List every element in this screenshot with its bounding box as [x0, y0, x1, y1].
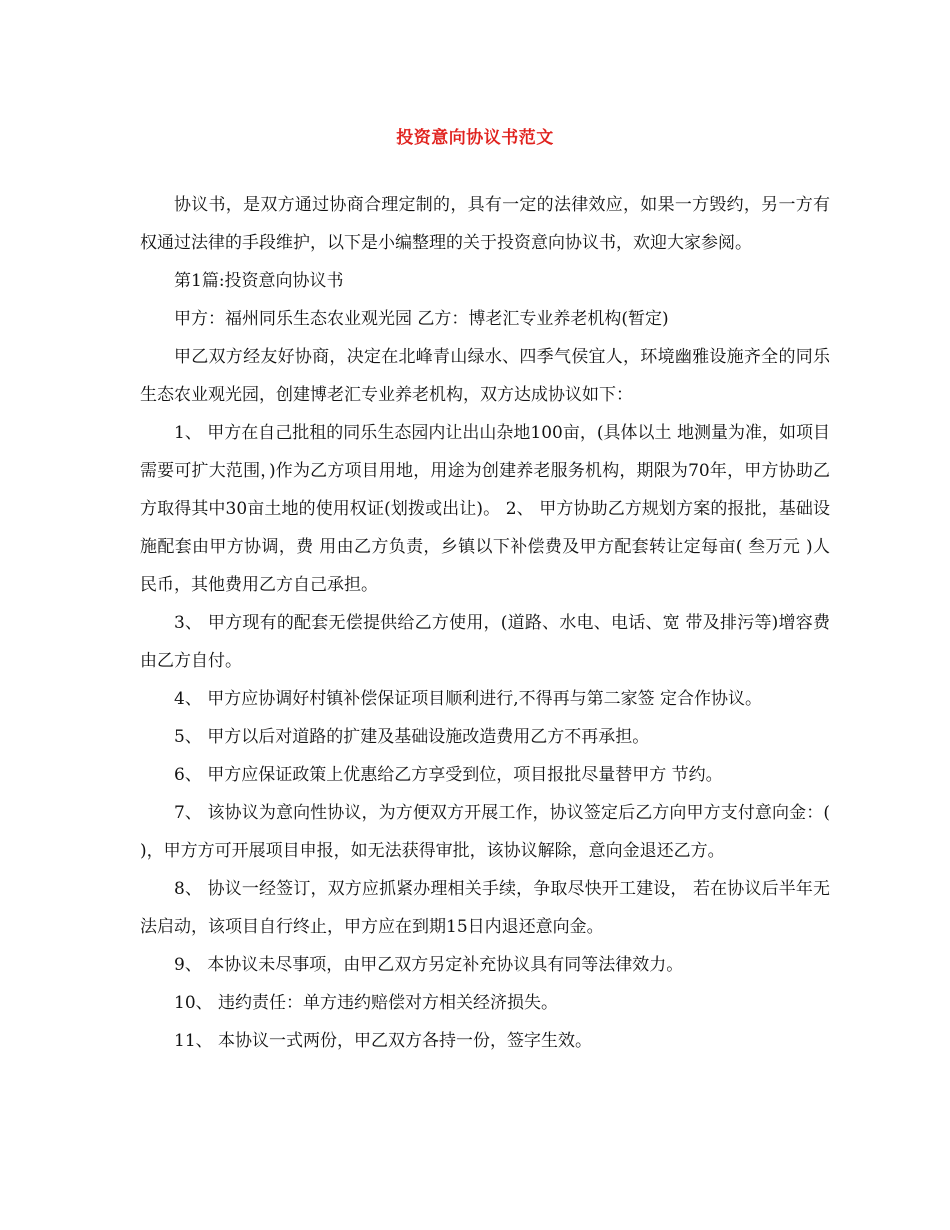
clause-3: 3、 甲方现有的配套无偿提供给乙方使用，(道路、水电、电话、宽 带及排污等)增容费由乙方自付。 [140, 613, 830, 671]
document-title: 投资意向协议书范文 [396, 128, 554, 148]
clause-7: 7、 该协议为意向性协议，为方便双方开展工作，协议签定后乙方向甲方支付意向金：( )，甲方方可开展项目申报，如无法获得审批，该协议解除，意向金退还乙方。 [140, 803, 830, 861]
parties-line: 甲方：福州同乐生态农业观光园 乙方：博老汇专业养老机构(暂定) [174, 309, 669, 329]
clause-11: 11、 本协议一式两份，甲乙双方各持一份，签字生效。 [174, 1031, 593, 1051]
clause-4: 4、 甲方应协调好村镇补偿保证项目顺利进行,不得再与第二家签 定合作协议。 [174, 689, 763, 709]
clause-9: 9、 本协议未尽事项，由甲乙双方另定补充协议具有同等法律效力。 [174, 955, 684, 975]
document-body [140, 186, 830, 1060]
clause-1-2: 1、 甲方在自己批租的同乐生态园内让出山杂地100亩，(具体以土 地测量为准，如项目需要可扩大范围，)作为乙方项目用地，用途为创建养老服务机构，期限为70年，甲方协助乙方取得其中30亩土地的使用权证(划拨或出让)。 2、 甲方协助乙方规划方案的报批，基础设施配套由甲方协调，费 用由乙方负责，乡镇以下补偿费及甲方配套转让定每亩( 叁万元 )人民币，其他费用乙方自己承担。 [140, 423, 830, 595]
clause-8: 8、 协议一经签订，双方应抓紧办理相关手续，争取尽快开工建设， 若在协议后半年无法启动，该项目自行终止，甲方应在到期15日内退还意向金。 [140, 879, 830, 937]
preamble-paragraph: 甲乙双方经友好协商，决定在北峰青山绿水、四季气侯宜人，环境幽雅设施齐全的同乐生态农业观光园，创建博老汇专业养老机构，双方达成协议如下： [140, 347, 830, 405]
clause-5: 5、 甲方以后对道路的扩建及基础设施改造费用乙方不再承担。 [174, 727, 650, 747]
intro-paragraph: 协议书，是双方通过协商合理定制的，具有一定的法律效应，如果一方毁约，另一方有权通过法律的手段维护，以下是小编整理的关于投资意向协议书，欢迎大家参阅。 [140, 195, 830, 253]
section-heading: 第1篇:投资意向协议书 [174, 271, 344, 291]
clause-10: 10、 违约责任：单方违约赔偿对方相关经济损失。 [174, 993, 559, 1013]
clause-6: 6、 甲方应保证政策上优惠给乙方享受到位，项目报批尽量替甲方 节约。 [174, 765, 723, 785]
